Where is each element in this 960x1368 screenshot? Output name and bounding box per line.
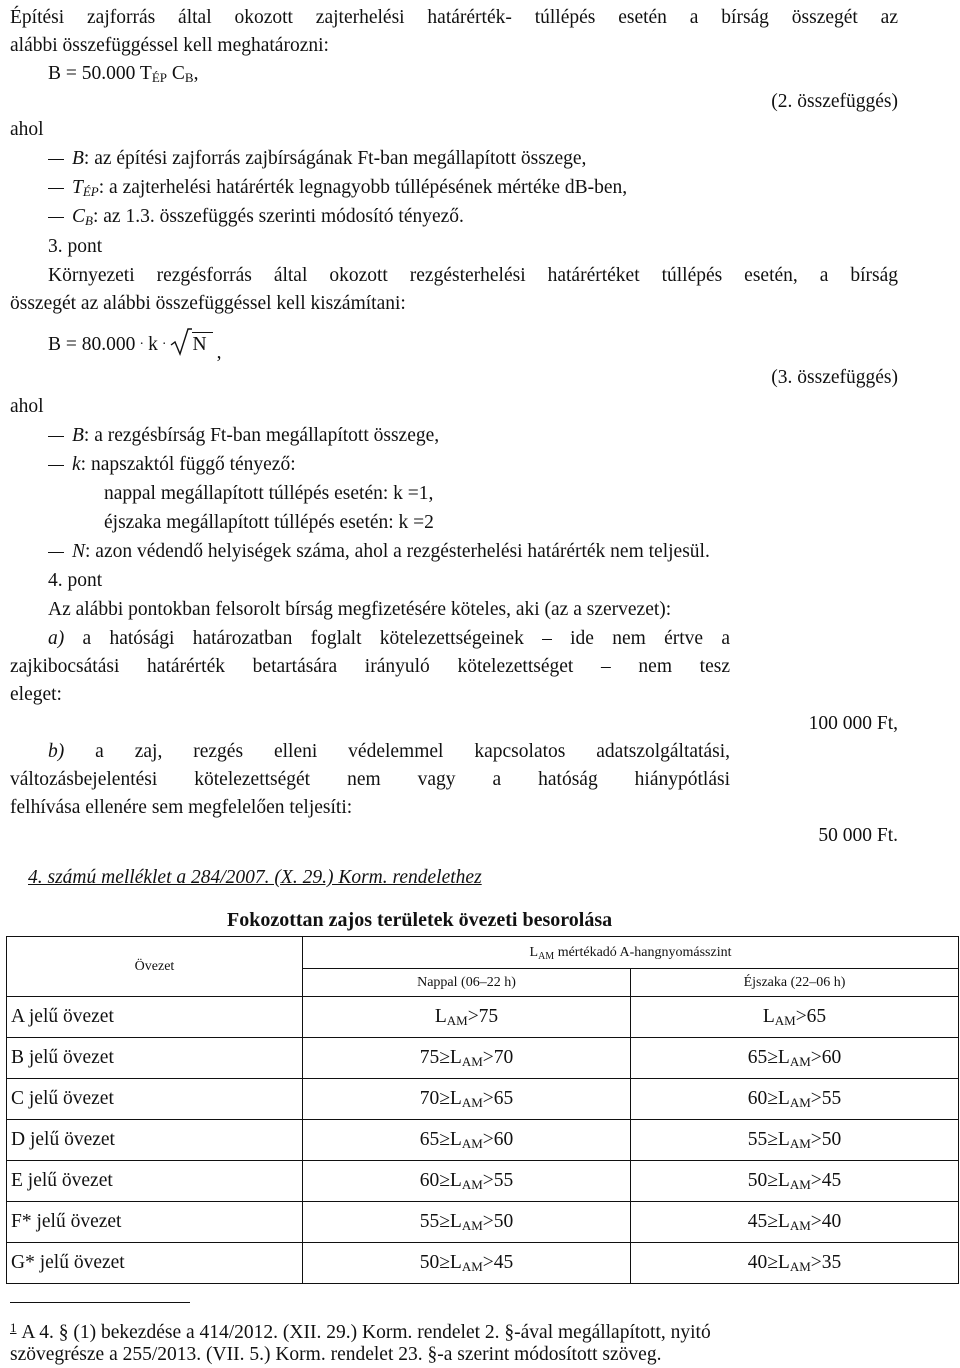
section3-intro-line1: Környezeti rezgésforrás által okozott rezgésterhelési határértéket túllépés esetén, a bírság <box>48 265 898 286</box>
section4-intro: Az alábbi pontokban felsorolt bírság megfizetésére köteles, aki (az a szervezet): <box>48 599 672 620</box>
sqrt-icon <box>170 327 192 357</box>
table-title: Fokozottan zajos területek övezeti besorolása <box>227 909 613 931</box>
day-value: $L_{AM}>75$ <box>303 997 631 1038</box>
zone-name: F* jelű övezet <box>7 1202 303 1243</box>
table-row <box>7 1120 959 1161</box>
night-value: $40\ge L_{AM}>35$ <box>631 1243 959 1284</box>
section3-intro-line2: összegét az alábbi összefüggéssel kell kiszámítani: <box>10 293 406 314</box>
dash-icon <box>48 552 64 553</box>
zone-table <box>6 936 959 1284</box>
formula-2: B = 50.000 $T_{ÉP}$ $C_B$, <box>48 63 199 85</box>
table-row <box>7 997 959 1038</box>
k-night: éjszaka megállapított túllépés esetén: k =2 <box>104 512 434 533</box>
section4-b-line2: változásbejelentési kötelezettségét nem vagy a hatóság hiánypótlási <box>10 769 730 790</box>
def-b-2: B: az építési zajforrás zajbírságának Ft-ban megállapított összege, <box>48 147 586 171</box>
header-zone: Övezet <box>7 937 303 997</box>
day-value: $60\ge L_{AM}>55$ <box>303 1161 631 1202</box>
footnote-separator <box>10 1302 190 1303</box>
table-row <box>7 1079 959 1120</box>
section4-heading: 4. pont <box>48 570 103 591</box>
eq-number-3: (3. összefüggés) <box>771 367 898 388</box>
day-value: $50\ge L_{AM}>45$ <box>303 1243 631 1284</box>
dash-icon <box>48 159 64 160</box>
def-t-2: $T_{ÉP}$: a zajterhelési határérték legnagyobb túllépésének mértéke dB-ben, <box>48 176 627 200</box>
header-lam-group: $L_{AM}$ mértékadó A-hangnyomásszint <box>303 937 959 969</box>
section4-a-line2: zajkibocsátási határérték betartására irányuló kötelezettséget – nem tesz <box>10 656 730 677</box>
k-day: nappal megállapított túllépés esetén: k =1, <box>104 483 434 504</box>
night-value: $L_{AM}>65$ <box>631 997 959 1038</box>
def-k-3: k: napszaktól függő tényező: <box>48 453 296 477</box>
eq-number-2: (2. összefüggés) <box>771 91 898 112</box>
footnote-line2: szövegrésze a 255/2013. (VII. 5.) Korm. rendelet 23. §-a szerint módosított szöveg. <box>10 1344 662 1365</box>
section4-a-line1: a) a hatósági határozatban foglalt kötelezettségeinek – ide nem értve a <box>48 628 730 649</box>
day-value: $75\ge L_{AM}>70$ <box>303 1038 631 1079</box>
table-row <box>7 1161 959 1202</box>
def-c-2: $C_B$: az 1.3. összefüggés szerinti módosító tényező. <box>48 205 464 229</box>
zone-name: G* jelű övezet <box>7 1243 303 1284</box>
formula-3: B = 80.000 · k · N , <box>48 327 221 365</box>
section4-b-amount: 50 000 Ft. <box>818 825 898 846</box>
zone-name: E jelű övezet <box>7 1161 303 1202</box>
table-row <box>7 1202 959 1243</box>
section4-a-amount: 100 000 Ft, <box>808 713 898 734</box>
day-value: $55\ge L_{AM}>50$ <box>303 1202 631 1243</box>
section2-intro-line1: Építési zajforrás által okozott zajterhelési határérték- túllépés esetén a bírság összegét az <box>10 7 898 28</box>
dash-icon <box>48 217 64 218</box>
zone-name: D jelű övezet <box>7 1120 303 1161</box>
table-row <box>7 1038 959 1079</box>
header-day: Nappal (06–22 h) <box>303 969 631 997</box>
ahol-label-2: ahol <box>10 119 44 140</box>
night-value: $60\ge L_{AM}>55$ <box>631 1079 959 1120</box>
section4-a-line3: eleget: <box>10 684 62 705</box>
section3-heading: 3. pont <box>48 236 103 257</box>
night-value: $65\ge L_{AM}>60$ <box>631 1038 959 1079</box>
header-night: Éjszaka (22–06 h) <box>631 969 959 997</box>
zone-name: C jelű övezet <box>7 1079 303 1120</box>
footnote-line1: $^1$ A 4. § (1) bekezdése a 414/2012. (XII. 29.) Korm. rendelet 2. §-ával megállapított, nyitó <box>10 1320 711 1343</box>
dash-icon <box>48 188 64 189</box>
def-n-3: N: azon védendő helyiségek száma, ahol a rezgésterhelési határérték nem teljesül. <box>48 540 710 564</box>
table-row <box>7 1243 959 1284</box>
ahol-label-3: ahol <box>10 396 44 417</box>
day-value: $65\ge L_{AM}>60$ <box>303 1120 631 1161</box>
day-value: $70\ge L_{AM}>65$ <box>303 1079 631 1120</box>
def-b-3: B: a rezgésbírság Ft-ban megállapított összege, <box>48 424 439 448</box>
section4-b-line1: b) a zaj, rezgés elleni védelemmel kapcsolatos adatszolgáltatási, <box>48 741 730 762</box>
zone-name: A jelű övezet <box>7 997 303 1038</box>
section2-intro-line2: alábbi összefüggéssel kell meghatározni: <box>10 35 329 56</box>
night-value: $50\ge L_{AM}>45$ <box>631 1161 959 1202</box>
dash-icon <box>48 436 64 437</box>
night-value: $55\ge L_{AM}>50$ <box>631 1120 959 1161</box>
dash-icon <box>48 465 64 466</box>
annex-title: 4. számú melléklet a 284/2007. (X. 29.) Korm. rendelethez <box>28 867 482 888</box>
zone-name: B jelű övezet <box>7 1038 303 1079</box>
section4-b-line3: felhívása ellenére sem megfelelően teljesíti: <box>10 797 353 818</box>
night-value: $45\ge L_{AM}>40$ <box>631 1202 959 1243</box>
